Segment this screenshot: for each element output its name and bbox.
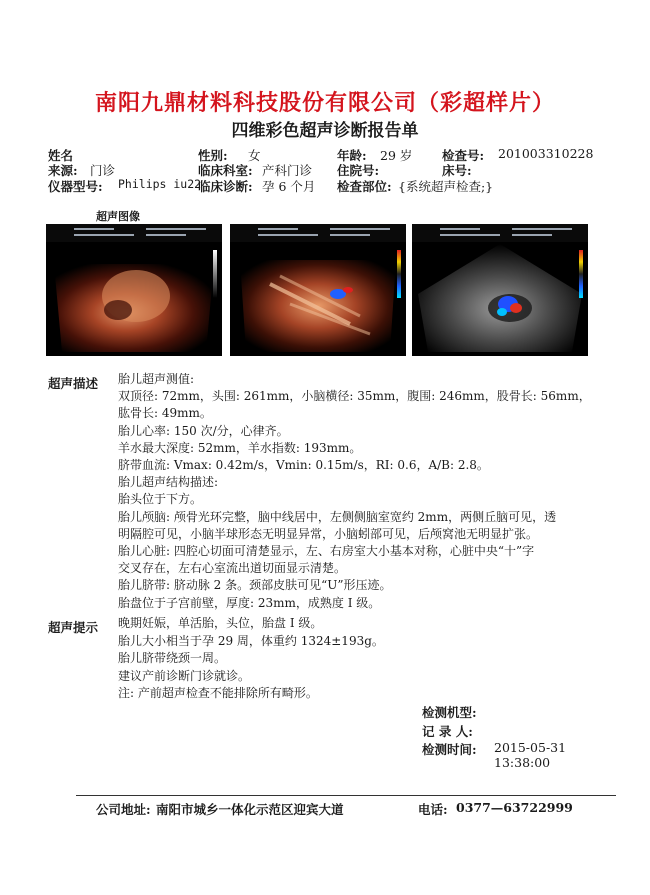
- company-title: 南阳九鼎材料科技股份有限公司（彩超样片）: [94, 90, 555, 116]
- age-label: 年龄:: [337, 148, 367, 163]
- conclusion-line: 胎儿脐带绕颈一周。: [118, 651, 227, 665]
- hospital-no-label: 住院号:: [337, 163, 380, 178]
- report-title: 四维彩色超声诊断报告单: [231, 121, 419, 141]
- exam-date: 2015-05-31: [494, 740, 567, 755]
- description-line: 羊水最大深度: 52mm，羊水指数: 193mm。: [118, 440, 362, 455]
- ultrasound-image-2: [230, 224, 406, 356]
- description-text: [118, 371, 591, 612]
- age-value: 29 岁: [380, 148, 413, 163]
- description-line: 交叉存在，左右心室流出道切面显示清楚。: [118, 561, 347, 576]
- description-line: 明隔腔可见，小脑半球形态无明显异常，小脑蚓部可见，后颅窝池无明显扩张。: [118, 526, 539, 541]
- exam-no-label: 检查号:: [442, 148, 485, 163]
- description-line: 胎儿超声结构描述:: [118, 475, 219, 490]
- recorder-label: 记 录 人:: [422, 724, 473, 739]
- gender-value: 女: [248, 148, 261, 163]
- ultrasound-image-1: [46, 224, 222, 356]
- description-line: 双顶径: 72mm，头围: 261mm，小脑横径: 35mm，腹围: 246mm，股骨长: 56mm，: [118, 389, 591, 404]
- device-label: 仪器型号:: [48, 179, 103, 194]
- conclusion-text: [118, 615, 384, 703]
- source-label: 来源:: [48, 163, 78, 178]
- exam-no-value: 201003310228: [498, 146, 594, 161]
- ultrasound-image-3: [412, 224, 588, 356]
- exam-time: 13:38:00: [494, 755, 551, 770]
- description-line: 胎儿心率: 150 次/分，心律齐。: [118, 423, 289, 438]
- description-section-label: 超声描述: [48, 376, 99, 391]
- phone-value: 0377—63722999: [456, 800, 573, 815]
- exam-time-label: 检测时间:: [422, 742, 477, 757]
- address-value: 南阳市城乡一体化示范区迎宾大道: [156, 802, 344, 817]
- exam-part-value: {系统超声检查;}: [398, 179, 494, 194]
- device-type-label: 检测机型:: [422, 705, 477, 720]
- diagnosis-value: 孕 6 个月: [262, 179, 316, 194]
- gender-label: 性别:: [198, 148, 228, 163]
- description-line: 胎儿颅脑: 颅骨光环完整，脑中线居中，左侧侧脑室宽约 2mm，两侧丘脑可见，透: [118, 509, 557, 524]
- conclusion-line: 晚期妊娠，单活胎，头位，胎盘 I 级。: [118, 616, 323, 630]
- conclusion-line: 建议产前诊断门诊就诊。: [118, 668, 251, 683]
- description-line: 胎儿心脏: 四腔心切面可清楚显示，左、右房室大小基本对称，心脏中央“十”字: [118, 544, 535, 559]
- conclusion-section-label: 超声提示: [48, 620, 99, 635]
- diagnosis-label: 临床诊断:: [198, 179, 253, 194]
- description-line: 脐带血流: Vmax: 0.42m/s，Vmin: 0.15m/s，RI: 0.6，A/B: 2.8。: [118, 458, 489, 473]
- description-line: 胎儿超声测值:: [118, 372, 195, 386]
- phone-label: 电话:: [418, 802, 448, 817]
- description-line: 胎盘位于子宫前壁，厚度: 23mm，成熟度 I 级。: [118, 595, 381, 610]
- dept-label: 临床科室:: [198, 163, 253, 178]
- description-line: 胎儿脐带: 脐动脉 2 条。颈部皮肤可见“U”形压迹。: [118, 578, 392, 593]
- source-value: 门诊: [90, 163, 116, 178]
- conclusion-line: 胎儿大小相当于孕 29 周，体重约 1324±193g。: [118, 633, 384, 648]
- bed-no-label: 床号:: [442, 163, 472, 178]
- description-line: 肱骨长: 49mm。: [118, 406, 212, 421]
- name-label: 姓名: [48, 148, 74, 163]
- dept-value: 产科门诊: [262, 163, 313, 178]
- conclusion-line: 注: 产前超声检查不能排除所有畸形。: [118, 686, 318, 700]
- footer-divider: [76, 795, 616, 796]
- address-label: 公司地址:: [96, 802, 151, 817]
- description-line: 胎头位于下方。: [118, 492, 203, 507]
- images-section-label: 超声图像: [96, 210, 140, 223]
- device-value: Philips iu22: [118, 177, 202, 191]
- exam-part-label: 检查部位:: [337, 179, 392, 194]
